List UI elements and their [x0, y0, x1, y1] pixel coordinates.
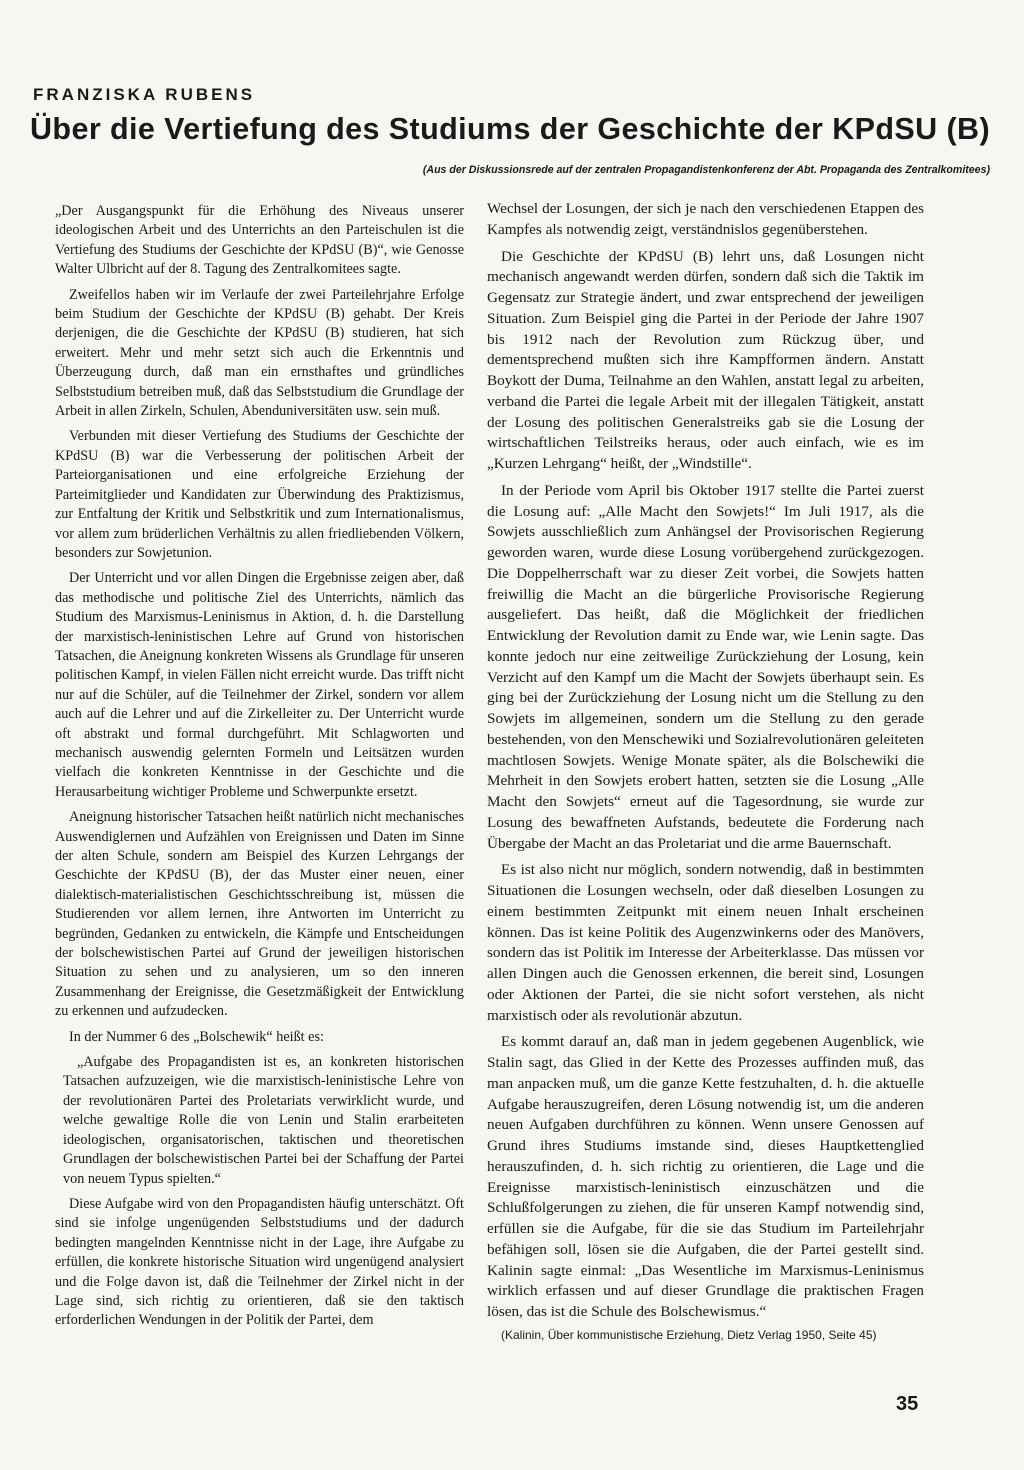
paragraph: „Der Ausgangspunkt für die Erhöhung des Niveaus unserer ideologischen Arbeit und des Unterrichts an den Parteischulen ist die Vertiefung des Studiums der Geschichte der KPdSU (B)“, wie Genosse Walter Ulbricht auf der 8. Tagung des Zentralkomitees sagte.: [55, 203, 464, 278]
author-name: FRANZISKA RUBENS: [33, 85, 256, 104]
paragraph: Aneignung historischer Tatsachen heißt natürlich nicht mechanisches Auswendiglernen und Aufzählen von Ereignissen und Daten im Sinne der alten Schule, sondern am Beispiel des Kurzen Lehrgangs der Geschichte der KPdSU (B), der das Muster einer neuen, einer dialektisch-materialistischen Geschichtsschreibung ist, müssen die Studierenden vor allem lernen, ihre Antworten im Unterricht zu begründen, Gedanken zu entwickeln, die Kämpfe und Entscheidungen der bolschewistischen Partei auf Grund der jeweiligen historischen Situation zu sehen und zu analysieren, um so den inneren Zusammenhang der Ereignisse, die Gesetzmäßigkeit der Entwicklung zu erkennen und aufzudecken.: [55, 809, 464, 1020]
paragraph: Wechsel der Losungen, der sich je nach den verschiedenen Etappen des Kampfes als notwendig zeigt, verständnislos gegenüberstehen.: [487, 200, 924, 238]
article-subtitle: (Aus der Diskussionsrede auf der zentralen Propagandistenkonferenz der Abt. Propaganda des Zentralkomitees): [422, 164, 990, 176]
article-title: Über die Vertiefung des Studiums der Geschichte der KPdSU (B): [30, 112, 990, 146]
paragraph: Verbunden mit dieser Vertiefung des Studiums der Geschichte der KPdSU (B) war die Verbesserung der politischen Arbeit der Parteiorganisationen und eine erfolgreiche Erziehung der Parteimitglieder und Kandidaten zur Überwindung des Praktizismus, zur Entfaltung der Kritik und Selbstkritik und zum Internationalismus, vor allem zum brüderlichen Verhältnis zu allen friedliebenden Völkern, besonders zur Sowjetunion.: [55, 428, 464, 561]
paragraph: Die Geschichte der KPdSU (B) lehrt uns, daß Losungen nicht mechanisch angewandt werden dürfen, sondern daß sich die Taktik im Gegensatz zur Strategie ändert, und zwar entsprechend der jeweiligen Situation. Zum Beispiel ging die Partei in der Periode der Jahre 1907 bis 1912 nach der Revolution zum Rückzug über, und dementsprechend mußten sich ihre Kampfformen ändern. Anstatt Boykott der Duma, Teilnahme an den Wahlen, anstatt legal zu arbeiten, verband die Partei die legale Arbeit mit der illegalen Tätigkeit, anstatt der Losung des politischen Generalstreiks gab sie die Losung der wirtschaftlichen Teilstreiks heraus, oder auch einfach, wie es im „Kurzen Lehrgang“ heißt, der „Windstille“.: [487, 247, 924, 472]
paragraph: In der Nummer 6 des „Bolschewik“ heißt es:: [69, 1028, 324, 1045]
paragraph: Diese Aufgabe wird von den Propagandisten häufig unterschätzt. Oft sind sie infolge ungenügenden Selbststudiums und der dadurch bedingten mangelnden Kenntnisse nicht in der Lage, ihre Aufgabe zu erfüllen, die konkrete historische Situation wird ungenügend analysiert und die Folge davon ist, daß die Teilnehmer der Zirkel nicht in der Lage sind, sich richtig zu orientieren, daß sie den taktisch erforderlichen Wendungen in der Politik der Partei, dem: [55, 1195, 464, 1329]
page-number: 35: [896, 1393, 919, 1415]
block-quote: „Aufgabe des Propagandisten ist es, an konkreten historischen Tatsachen aufzuzeigen, wie die marxistisch-leninistische Lehre von der revolutionären Partei des Proletariats verwirklicht wurde, und welche gewaltige Rolle die von Lenin und Stalin erarbeiteten ideologischen, organisatorischen, taktischen und theoretischen Grundlagen der bolschewistischen Partei bei der Schaffung der Partei von neuem Typus spielten.“: [63, 1054, 464, 1187]
paragraph: Es ist also nicht nur möglich, sondern notwendig, daß in bestimmten Situationen die Losungen wechseln, oder daß dieselben Losungen zu einem bestimmten Zeitpunkt mit einem neuen Inhalt erscheinen können. Das ist keine Politik des Augenzwinkerns oder des Manövers, sondern das ist Politik im Interesse der Arbeiterklasse. Das müssen vor allen Dingen auch die Genossen erkennen, die bereit sind, Losungen oder Aktionen der Partei, die sie nicht sofort verstehen, als nicht marxistisch oder als revolutionär abzutun.: [487, 861, 924, 1024]
paragraph: Es kommt darauf an, daß man in jedem gegebenen Augenblick, wie Stalin sagt, das Glied in der Kette des Prozesses auffinden muß, das man anpacken muß, um die ganze Kette festzuhalten, d. h. die aktuelle Aufgabe herauszugreifen, deren Lösung notwendig ist, um die anderen neuen Aufgaben durchführen zu können. Wenn unsere Genossen auf Grund ihres Studiums imstande sind, dieses Hauptkettenglied herauszufinden, d. h. sich richtig zu orientieren, die Lage und die Ereignisse marxistisch-leninistisch einzuschätzen und die Schlußfolgerungen zu ziehen, die für unseren Kampf notwendig sind, erfüllen sie die Aufgabe, für die sie das Studium im Parteilehrjahr befähigen soll, lösen sie die Aufgaben, die der Partei gestellt sind. Kalinin sagte einmal: „Das Wesentliche im Marxismus-Leninismus wirklich erfassen und auf dieser Grundlage die praktischen Fragen lösen, das ist die Schule des Bolschewismus.“: [487, 1033, 924, 1320]
left-column: [55, 202, 464, 1337]
paragraph: Zweifellos haben wir im Verlaufe der zwei Parteilehrjahre Erfolge beim Studium der Geschichte der KPdSU (B) gehabt. Der Kreis derjenigen, die die Geschichte der KPdSU (B) studieren, hat sich erweitert. Mehr und mehr setzt sich auch die Erkenntnis und Überzeugung durch, daß man ein ernsthaftes und gründliches Selbststudium betreiben muß, daß das Selbststudium die Grundlage der Arbeit in allen Zirkeln, Schulen, Abenduniversitäten usw. sein muß.: [55, 286, 464, 420]
paragraph: In der Periode vom April bis Oktober 1917 stellte die Partei zuerst die Losung auf: „Alle Macht den Sowjets!“ Im Juli 1917, als die Sowjets ausschließlich zum Anhängsel der Provisorischen Regierung geworden waren, wurde diese Losung vorübergehend zurückgezogen. Die Doppelherrschaft war zu dieser Zeit vorbei, die Sowjets hatten freiwillig die Macht an die bürgerliche Provisorische Regierung ausgeliefert. Das heißt, daß die Möglichkeit der friedlichen Entwicklung der Revolution damit zu Ende war, wie Lenin sagte. Das konnte jedoch nur eine zeitweilige Zurückziehung der Losung, kein Verzicht auf den Kampf um die Macht der Sowjets überhaupt sein. Es ging bei der Zurückziehung der Losung nicht um die Stellung zu den Sowjets im allgemeinen, sondern um die Stellung zu den gerade bestehenden, von den Menschewiki und Sozialrevolutionären geleiteten machtlosen Sowjets. Wenige Monate später, als die Bolschewiki die Mehrheit in den Sowjets erobert hatten, setzten sie die Losung „Alle Macht den Sowjets“ erneut auf die Tagesordnung, sie wurde zur Losung des bewaffneten Aufstands, bedeutete die Forderung nach Übergabe der Macht an das Proletariat und die arme Bauernschaft.: [487, 481, 924, 852]
paragraph: Der Unterricht und vor allen Dingen die Ergebnisse zeigen aber, daß das methodische und politische Ziel des Unterrichts, nämlich das Studium des Marxismus-Leninismus in Aktion, d. h. die Darstellung der marxistisch-leninistischen Lehre auf Grund von historischen Tatsachen, die Aneignung konkreten Wissens als Grundlage für unseren politischen Kampf, in vielen Fällen nicht erreicht wurde. Das trifft nicht nur auf die Schüler, auf die Teilnehmer der Zirkel, sondern vor allem auch auf die Lehrer und auf die Zirkelleiter zu. Der Unterricht wurde oft abstrakt und formal durchgeführt. Mit Schlagworten und mechanisch auswendig gelernten Formeln und Leitsätzen wurden vielfach die konkreten Kenntnisse in der Geschichte und die Herausarbeitung wichtiger Probleme und Schwerpunkte ersetzt.: [55, 570, 464, 800]
right-column: [487, 199, 924, 1342]
source-citation: (Kalinin, Über kommunistische Erziehung, Dietz Verlag 1950, Seite 45): [501, 1327, 877, 1342]
